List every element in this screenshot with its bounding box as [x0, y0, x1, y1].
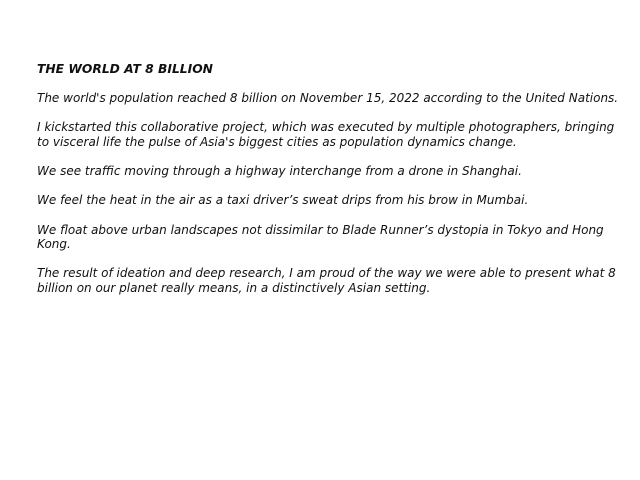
- paragraph-line: We float above urban landscapes not dissimilar to Blade Runner’s dystopia in Tokyo and Hong: [37, 222, 604, 237]
- paragraph-project: [37, 120, 637, 149]
- paragraph-population: [37, 91, 637, 106]
- paragraph-mumbai: [37, 193, 637, 208]
- paragraph-shanghai: [37, 164, 637, 179]
- paragraph-line: Kong.: [37, 237, 71, 252]
- paragraph-line: We feel the heat in the air as a taxi driver’s sweat drips from his brow in Mumbai.: [37, 193, 529, 208]
- paragraph-conclusion: [37, 266, 637, 295]
- paragraph-line: The world's population reached 8 billion on November 15, 2022 according to the United Nations.: [37, 91, 619, 106]
- paragraph-line: The result of ideation and deep research, I am proud of the way we were able to present what 8: [37, 266, 616, 281]
- paragraph-line: I kickstarted this collaborative project, which was executed by multiple photographers, bringing: [37, 120, 615, 135]
- document-body: [37, 62, 637, 310]
- paragraph-line: billion on our planet really means, in a distinctively Asian setting.: [37, 280, 431, 295]
- paragraph-line: to visceral life the pulse of Asia's biggest cities as population dynamics change.: [37, 134, 517, 149]
- paragraph-line: We see traffic moving through a highway interchange from a drone in Shanghai.: [37, 164, 522, 179]
- paragraph-tokyo-hongkong: [37, 223, 637, 252]
- document-title: THE WORLD AT 8 BILLION: [37, 62, 213, 76]
